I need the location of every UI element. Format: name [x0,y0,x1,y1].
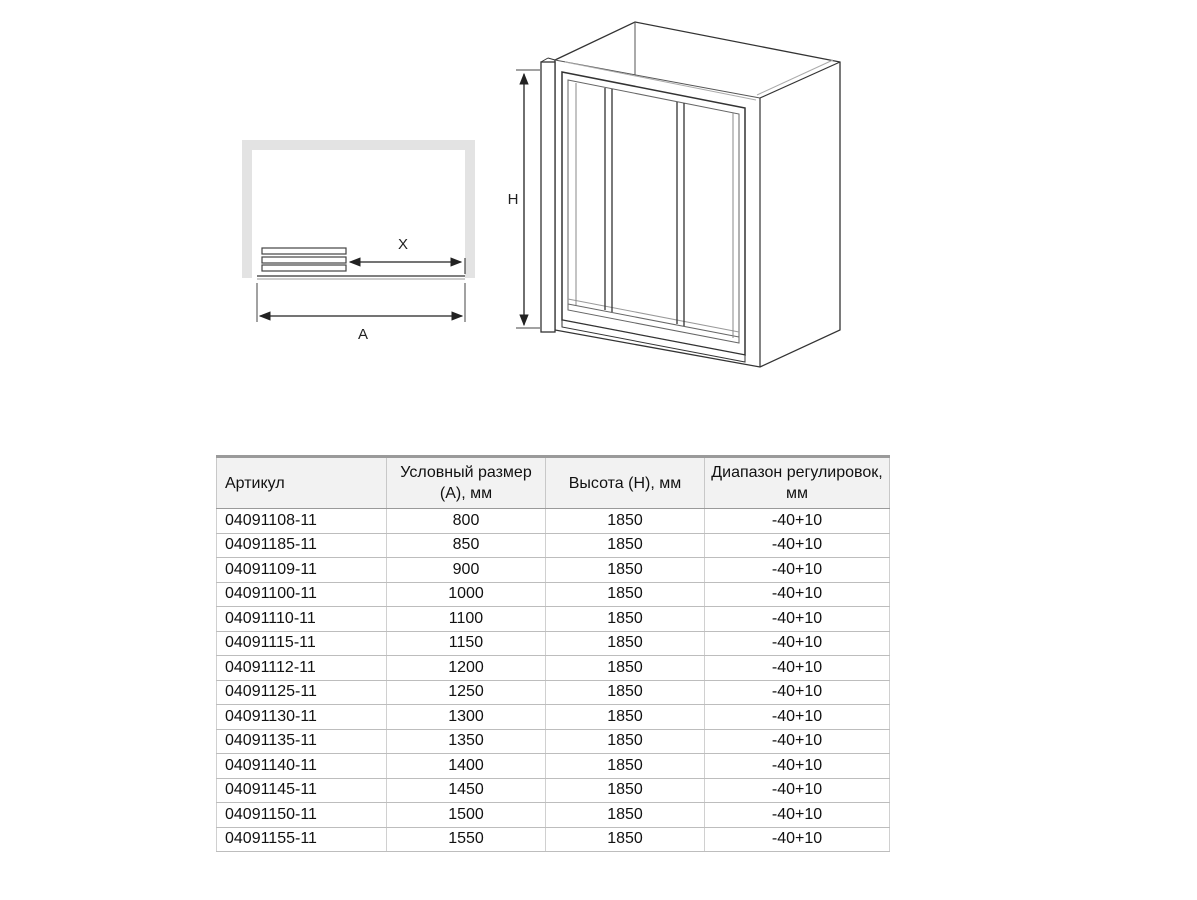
cell-nominal-size: 1150 [387,631,546,656]
table-row [217,827,890,852]
cell-nominal-size: 1500 [387,803,546,828]
cell-article: 04091110-11 [217,607,387,632]
cell-height: 1850 [546,729,705,754]
cell-nominal-size: 1300 [387,705,546,730]
plan-view [247,145,470,343]
table-row [217,656,890,681]
cell-article: 04091100-11 [217,582,387,607]
cell-nominal-size: 900 [387,558,546,583]
cell-height: 1850 [546,607,705,632]
cell-nominal-size: 1000 [387,582,546,607]
table-row [217,631,890,656]
cell-height: 1850 [546,680,705,705]
cell-height: 1850 [546,582,705,607]
cell-nominal-size: 1400 [387,754,546,779]
h-label: H [507,191,519,208]
cell-nominal-size: 1200 [387,656,546,681]
cell-height: 1850 [546,778,705,803]
cell-nominal-size: 1100 [387,607,546,632]
cell-adjustment-range: -40+10 [705,778,890,803]
cell-article: 04091155-11 [217,827,387,852]
cell-adjustment-range: -40+10 [705,827,890,852]
cell-article: 04091112-11 [217,656,387,681]
cell-height: 1850 [546,803,705,828]
spec-table [216,455,890,852]
table-row [217,558,890,583]
cell-article: 04091125-11 [217,680,387,705]
cell-nominal-size: 1450 [387,778,546,803]
cell-adjustment-range: -40+10 [705,631,890,656]
cell-height: 1850 [546,509,705,534]
cell-adjustment-range: -40+10 [705,656,890,681]
cell-adjustment-range: -40+10 [705,607,890,632]
diagrams [0,0,1197,420]
cell-article: 04091109-11 [217,558,387,583]
cell-article: 04091185-11 [217,533,387,558]
cell-adjustment-range: -40+10 [705,705,890,730]
cell-adjustment-range: -40+10 [705,803,890,828]
cell-article: 04091135-11 [217,729,387,754]
cell-adjustment-range: -40+10 [705,754,890,779]
cell-nominal-size: 1250 [387,680,546,705]
cell-adjustment-range: -40+10 [705,729,890,754]
cell-adjustment-range: -40+10 [705,509,890,534]
cell-article: 04091145-11 [217,778,387,803]
enclosure-3d-view [508,22,840,367]
cell-article: 04091150-11 [217,803,387,828]
header-nominal-size: Условный размер (А), мм [387,457,546,509]
x-label: X [397,236,409,253]
cell-adjustment-range: -40+10 [705,558,890,583]
cell-height: 1850 [546,631,705,656]
cell-adjustment-range: -40+10 [705,582,890,607]
cell-height: 1850 [546,705,705,730]
table-row [217,705,890,730]
table-row [217,582,890,607]
door-frame [562,72,745,362]
cell-adjustment-range: -40+10 [705,680,890,705]
cell-article: 04091140-11 [217,754,387,779]
cell-height: 1850 [546,754,705,779]
cell-height: 1850 [546,533,705,558]
cell-height: 1850 [546,558,705,583]
table-header-row [217,457,890,509]
cell-article: 04091115-11 [217,631,387,656]
cell-nominal-size: 1550 [387,827,546,852]
cell-article: 04091108-11 [217,509,387,534]
door-panels [262,248,346,271]
cell-height: 1850 [546,656,705,681]
table-row [217,778,890,803]
table-row [217,729,890,754]
a-label: A [357,326,369,343]
cell-height: 1850 [546,827,705,852]
table-row [217,680,890,705]
cell-adjustment-range: -40+10 [705,533,890,558]
table-row [217,607,890,632]
header-adjustment-range: Диапазон регулировок, мм [705,457,890,509]
cell-article: 04091130-11 [217,705,387,730]
cell-nominal-size: 1350 [387,729,546,754]
table-row [217,803,890,828]
table-row [217,754,890,779]
left-wall-post [541,62,555,332]
table-row [217,509,890,534]
cell-nominal-size: 800 [387,509,546,534]
header-article: Артикул [217,457,387,509]
cell-nominal-size: 850 [387,533,546,558]
table-row [217,533,890,558]
header-height: Высота (Н), мм [546,457,705,509]
